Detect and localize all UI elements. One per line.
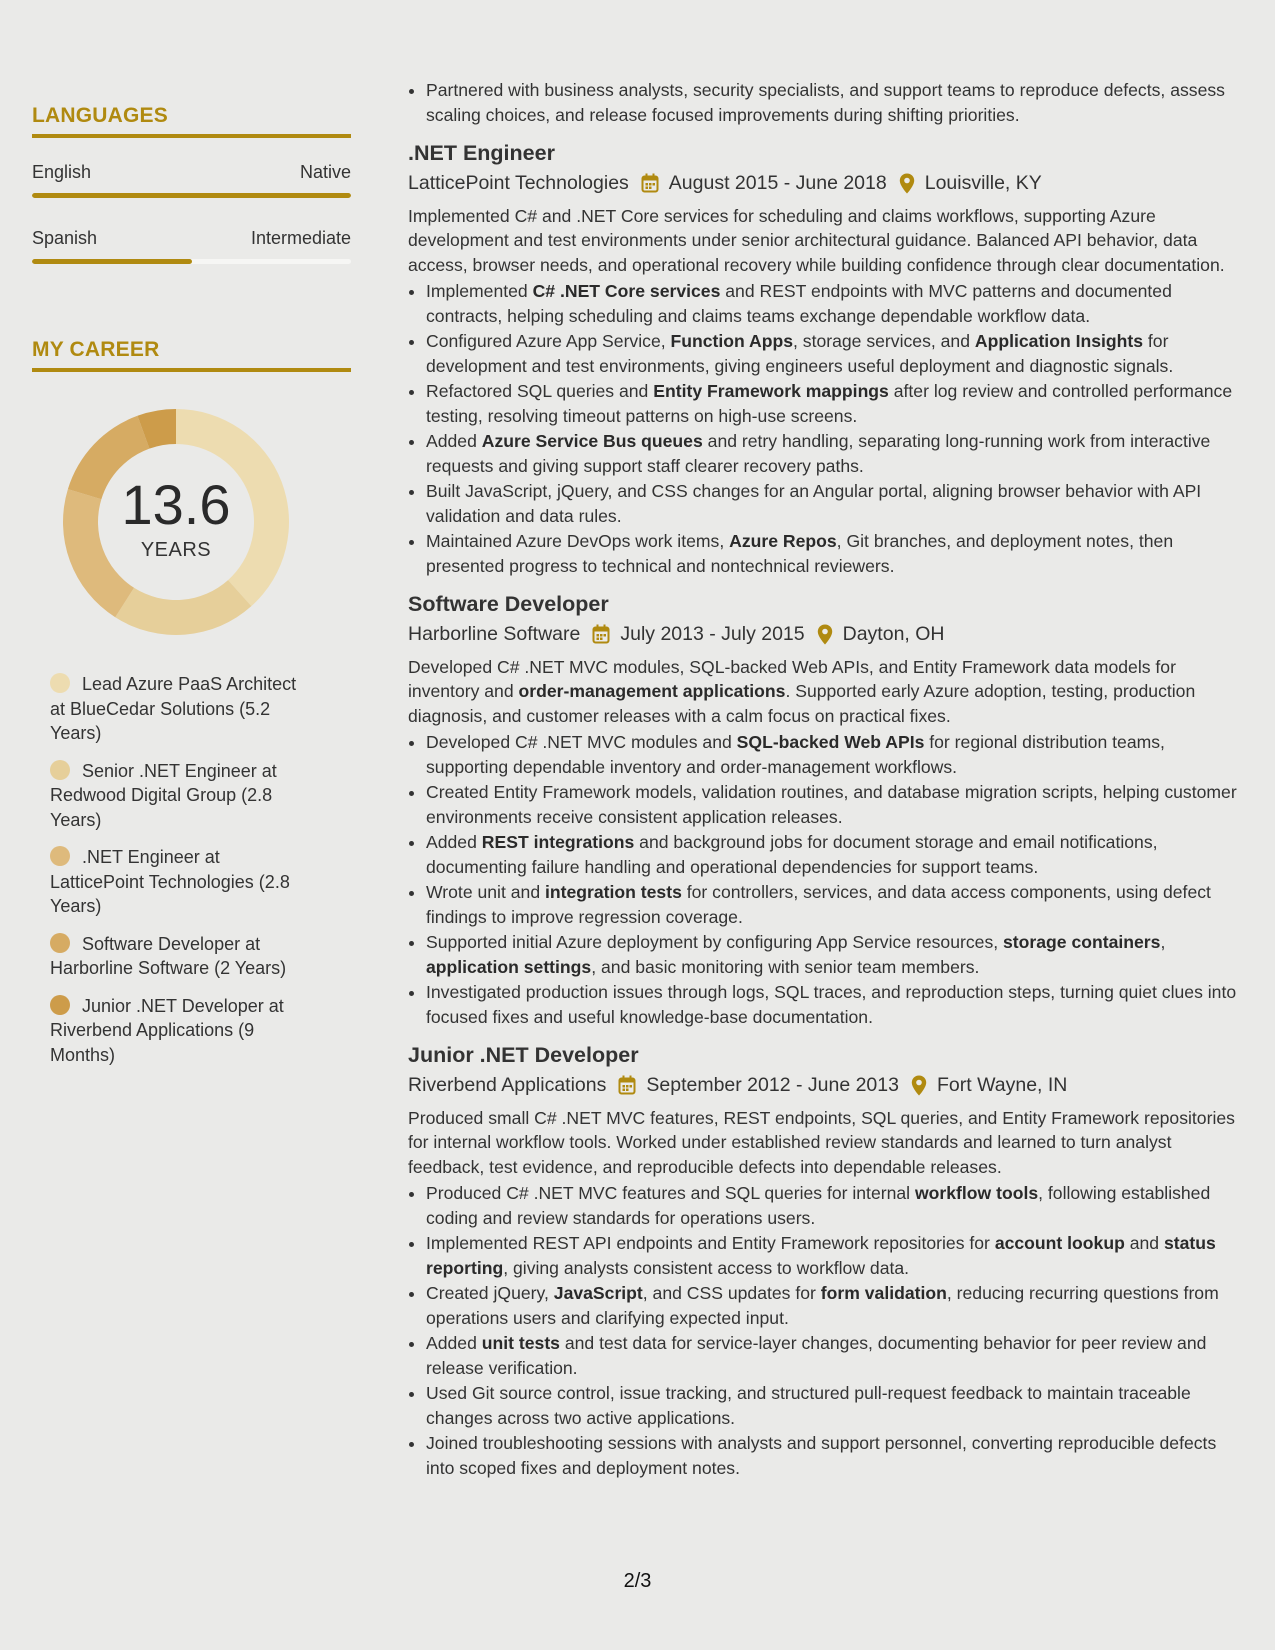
languages-heading: LANGUAGES [32,104,351,138]
map-pin-icon [911,1075,927,1096]
map-pin-icon [899,173,915,194]
text-run: , reducing recurring questions from operations users and clarifying expected input. [426,1283,1219,1328]
sidebar [32,104,351,1080]
job-entry [408,1041,1248,1480]
text-run: , and basic monitoring with senior team members. [591,956,980,977]
highlight-text: account lookup [994,1233,1125,1253]
highlight-text: integration tests [545,882,682,902]
job-description: Produced small C# .NET MVC features, REST endpoints, SQL queries, and Entity Framework repositories for internal workflow tools. Worked under established review standards and learned to turn analyst feedback, test evidence, and reproducible defects into dependable releases. [408,1107,1235,1177]
text-run: Investigated production issues through logs, SQL traces, and reproduction steps, turning quiet clues into focused fixes and useful knowledge-base documentation. [426,982,1237,1027]
text-run: Added [426,431,482,451]
career-heading: MY CAREER [32,338,351,372]
text-run: , giving analysts consistent access to workflow data. [503,1257,910,1278]
page-number: 2/3 [623,1570,652,1592]
text-run: and retry handling, separating long-running work from interactive requests and giving support staff clearer recovery paths. [426,431,1211,476]
job-description [408,655,1248,729]
list-item [426,479,1248,528]
calendar-icon [641,173,659,193]
career-legend-item [50,672,310,746]
company-name: Harborline Software [408,623,581,645]
list-item [426,830,1248,879]
job-location: Fort Wayne, IN [936,1074,1068,1096]
job-dates: July 2013 - July 2015 [620,623,805,645]
job-description: Implemented C# and .NET Core services for scheduling and claims workflows, supporting Azure development and test environments under senior architectural guidance. Balanced API behavior, data access, browser needs, and operational recovery while building confidence through clear documentation. [408,205,1225,275]
text-run: Joined troubleshooting sessions with analysts and support personnel, converting reproducible defects into scoped fixes and deployment notes. [426,1433,1217,1478]
list-item [426,980,1248,1029]
language-level: Intermediate [250,228,351,248]
list-item [426,780,1248,829]
text-run: Added [426,832,482,852]
list-item [426,730,1248,779]
list-item: • Partnered with business analysts, security specialists, and support teams to reproduce defects, assess scaling choices, and release focused improvements during shifting priorities. [426,78,1248,127]
highlight-text: JavaScript [553,1283,643,1303]
list-item [426,379,1248,428]
text-run: Implemented [426,281,533,301]
legend-label: Junior .NET Developer at Riverbend Applications (9 Months) [50,995,284,1065]
highlight-text: workflow tools [914,1183,1039,1203]
list-item [426,429,1248,478]
experience-section [408,78,1248,1481]
carry-over-list [408,78,1248,127]
language-name: English [32,162,92,182]
highlight-text: Application Insights [974,331,1144,351]
highlight-text: status reporting [426,1233,1216,1278]
highlight-text: storage containers [1003,932,1161,952]
job-title: .NET Engineer [408,141,555,165]
list-item [426,529,1248,578]
language-item [32,162,351,198]
text-run: Configured Azure App Service, [426,331,671,351]
text-run: Wrote unit and [426,882,545,902]
legend-swatch [50,760,70,780]
job-dates: August 2015 - June 2018 [668,172,887,194]
highlight-text: Entity Framework mappings [653,381,889,401]
company-name: LatticePoint Technologies [408,172,629,194]
language-proficiency-fill [32,259,192,264]
text-run: Built JavaScript, jQuery, and CSS changes for an Angular portal, aligning browser behavior with API validation and data rules. [426,481,1202,526]
job-title: Software Developer [408,592,609,616]
highlight-text: order-management applications [518,681,786,701]
text-run: Created jQuery, [426,1283,554,1303]
legend-swatch [50,995,70,1015]
career-legend-item [50,845,310,919]
career-legend-item [50,759,310,833]
text-run: Supported initial Azure deployment by configuring App Service resources, [426,932,1004,952]
highlight-text: unit tests [481,1333,560,1353]
text-run: for controllers, services, and data access components, using defect findings to improve regression coverage. [426,882,1211,927]
text-run: and [1124,1233,1164,1253]
text-run: and background jobs for document storage and email notifications, documenting failure handling and operational dependencies for support teams. [426,832,1158,877]
text-run: for regional distribution teams, supporting dependable inventory and order-management workflows. [426,732,1165,777]
highlight-text: Azure Repos [729,531,837,551]
text-run: Maintained Azure DevOps work items, [426,531,730,551]
career-legend [50,672,310,1067]
text-run: Implemented REST API endpoints and Entity Framework repositories for [426,1233,995,1253]
highlight-text: application settings [426,956,592,977]
text-run: after log review and controlled performance testing, resolving timeout patterns on high-use screens. [426,381,1233,426]
list-item [426,1431,1248,1480]
total-years-value: 13.6 [121,473,231,536]
language-proficiency-bar [32,259,351,264]
text-run: and REST endpoints with MVC patterns and documented contracts, helping scheduling and claims teams exchange dependable workflow data. [426,281,1172,326]
job-location: Dayton, OH [842,623,945,645]
legend-label: Lead Azure PaaS Architect at BlueCedar Solutions (5.2 Years) [50,674,297,743]
career-legend-item [50,932,310,981]
text-run: . Supported early Azure adoption, testing, production diagnosis, and customer releases with a calm focus on practical fixes. [408,681,1196,726]
highlight-text: form validation [820,1283,947,1303]
career-legend-item [50,994,310,1068]
total-years-label: YEARS [140,539,212,561]
legend-swatch [50,933,70,953]
legend-swatch [50,673,70,693]
text-run: Created Entity Framework models, validation routines, and database migration scripts, helping customer environments receive consistent application releases. [426,782,1237,827]
text-run: Added [426,1333,482,1353]
list-item [426,930,1248,979]
text-run: Developed C# .NET MVC modules and [426,732,737,752]
text-run: , Git branches, and deployment notes, then presented progress to technical and nontechnical reviewers. [426,531,1174,576]
company-name: Riverbend Applications [408,1074,607,1096]
text-run: Used Git source control, issue tracking, and structured pull-request feedback to maintain traceable changes across two active applications. [426,1383,1191,1428]
calendar-icon [592,624,610,644]
text-run: , and CSS updates for [642,1283,821,1303]
highlight-text: C# .NET Core services [532,281,721,301]
legend-label: .NET Engineer at LatticePoint Technologies (2.8 Years) [50,847,290,916]
language-item [32,228,351,264]
text-run: , following established coding and review standards for operations users. [426,1183,1211,1228]
job-meta [408,171,1248,196]
calendar-icon [618,1075,636,1095]
list-item [426,1181,1248,1230]
highlight-text: Azure Service Bus queues [481,431,703,451]
text-run: and test data for service-layer changes, documenting behavior for peer review and release verification. [426,1333,1207,1378]
map-pin-icon [817,624,833,645]
list-item [426,1281,1248,1330]
job-title: Junior .NET Developer [408,1043,639,1067]
job-meta [408,622,1248,647]
legend-label: Senior .NET Engineer at Redwood Digital Group (2.8 Years) [50,760,277,830]
list-item [426,880,1248,929]
text-run: , [1160,932,1166,952]
text-run: for development and test environments, giving engineers useful deployment and diagnostic signals. [426,331,1174,376]
highlight-text: Function Apps [670,331,793,351]
list-item [426,1231,1248,1280]
text-run: Developed C# .NET MVC modules, SQL-backed Web APIs, and Entity Framework data models for inventory and [408,656,1176,701]
job-location: Louisville, KY [924,172,1042,194]
text-run: , storage services, and [793,331,975,351]
legend-label: Software Developer at Harborline Software (2 Years) [50,933,287,978]
language-name: Spanish [32,228,98,248]
job-dates: September 2012 - June 2013 [646,1074,899,1096]
text-run: Produced C# .NET MVC features and SQL queries for internal [426,1183,915,1203]
highlight-text: SQL-backed Web APIs [736,732,925,752]
list-item [426,279,1248,328]
job-entry [408,139,1248,578]
language-proficiency-bar [32,193,351,198]
career-donut-chart [56,402,296,642]
job-meta [408,1073,1248,1098]
language-level: Native [299,162,351,182]
achievement-list [408,1181,1248,1480]
achievement-list [408,279,1248,578]
achievement-list [408,730,1248,1029]
legend-swatch [50,846,70,866]
list-item [426,1381,1248,1430]
job-entry [408,590,1248,1029]
highlight-text: REST integrations [481,832,635,852]
list-item [426,329,1248,378]
text-run: Refactored SQL queries and [426,381,654,401]
list-item [426,1331,1248,1380]
language-proficiency-fill [32,193,351,198]
